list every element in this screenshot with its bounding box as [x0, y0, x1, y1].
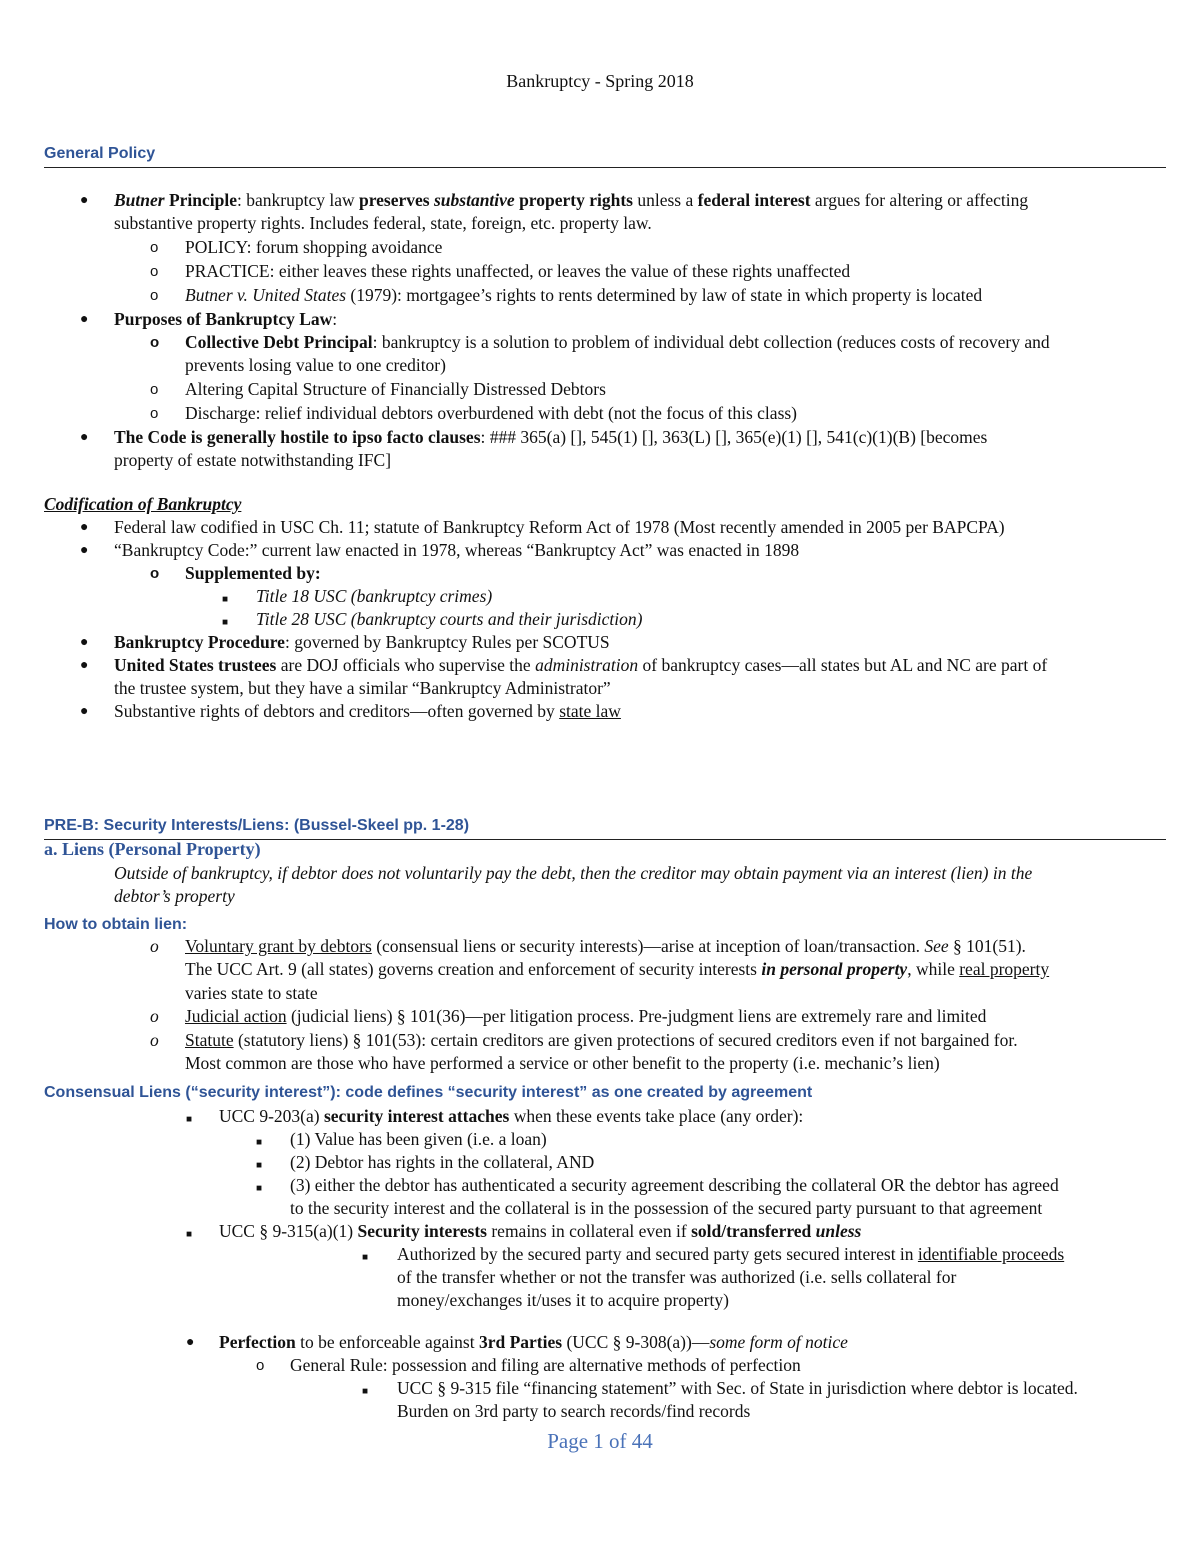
- circle-bullet-icon: o: [150, 238, 159, 256]
- list-item: ■ (3) either the debtor has authenticated a security agreement describing the collateral OR the debtor has agreed: [0, 1174, 1200, 1197]
- list-item: o Butner v. United States (1979): mortgagee’s rights to rents determined by law of state in which property is located: [0, 284, 1200, 308]
- list-item: ● Substantive rights of debtors and creditors—often governed by state law: [0, 700, 1200, 723]
- list-item-continuation: The UCC Art. 9 (all states) governs creation and enforcement of security interests in personal property, while real property: [185, 959, 1050, 980]
- square-bullet-icon: ■: [362, 1386, 369, 1397]
- bullet-icon: ●: [80, 704, 89, 719]
- square-bullet-icon: ■: [256, 1137, 263, 1148]
- list-item: o Supplemented by:: [0, 562, 1200, 585]
- consensual-liens-list: [0, 1105, 1200, 1312]
- list-item: o PRACTICE: either leaves these rights unaffected, or leaves the value of these rights unaffected: [0, 260, 1200, 284]
- list-item-continuation: money/exchanges it/uses it to acquire property): [397, 1290, 729, 1310]
- page-number: Page 1 of 44: [547, 1429, 653, 1453]
- butner-term: Butner: [114, 190, 165, 210]
- page-header: Bankruptcy - Spring 2018: [506, 71, 694, 91]
- list-item-continuation: to the security interest and the collateral is in the possession of the secured party pursuant to that agreement: [290, 1198, 1043, 1218]
- list-item-continuation: property of estate notwithstanding IFC]: [114, 450, 392, 471]
- list-item: ■ UCC 9-203(a) security interest attaches when these events take place (any order):: [0, 1105, 1200, 1128]
- list-item: o Statute (statutory liens) § 101(53): certain creditors are given protections of secured creditors even if not bargained for.: [0, 1029, 1200, 1052]
- how-to-obtain-heading: How to obtain lien:: [44, 916, 188, 933]
- list-item-continuation: varies state to state: [185, 982, 318, 1003]
- lien-methods-list: [0, 935, 1200, 1075]
- bullet-icon: ●: [80, 193, 89, 208]
- list-item: o Voluntary grant by debtors (consensual liens or security interests)—arise at inception of loan/transaction. See § 101(51).: [0, 935, 1200, 958]
- bullet-icon: ●: [186, 1335, 195, 1350]
- list-item: o POLICY: forum shopping avoidance: [0, 236, 1200, 260]
- section-heading-general-policy: General Policy: [44, 142, 1166, 168]
- list-item: o Judicial action (judicial liens) § 101(36)—per litigation process. Pre-judgment liens are extremely rare and limited: [0, 1005, 1200, 1029]
- circle-bullet-icon: o: [150, 405, 159, 423]
- circle-bullet-icon: o: [150, 333, 160, 351]
- square-bullet-icon: ■: [256, 1183, 263, 1194]
- consensual-liens-heading: Consensual Liens (“security interest”): code defines “security interest” as one created by agreement: [44, 1084, 813, 1101]
- circle-bullet-icon: o: [150, 286, 159, 304]
- list-item-continuation: prevents losing value to one creditor): [185, 355, 446, 376]
- bullet-icon: ●: [80, 430, 89, 446]
- general-policy-list: [0, 189, 1200, 473]
- list-item: ■ (2) Debtor has rights in the collateral, AND: [0, 1151, 1200, 1174]
- list-item-continuation: Most common are those who have performed a service or other benefit to the property (i.e. mechanic’s lien): [185, 1053, 940, 1074]
- square-bullet-icon: ■: [362, 1252, 369, 1263]
- list-item-continuation: substantive property rights. Includes federal, state, foreign, etc. property law.: [114, 213, 652, 234]
- list-item: ■ Title 28 USC (bankruptcy courts and their jurisdiction): [0, 608, 1200, 631]
- circle-bullet-icon: o: [150, 381, 159, 399]
- list-item: ■ Authorized by the secured party and secured party gets secured interest in identifiable proceeds: [0, 1243, 1200, 1266]
- bullet-icon: ●: [80, 658, 89, 673]
- circle-bullet-icon: o: [150, 936, 159, 956]
- list-item: ■ UCC § 9-315 file “financing statement” with Sec. of State in jurisdiction where debtor is located.: [0, 1377, 1200, 1400]
- codification-list: [0, 516, 1200, 723]
- perfection-list: [0, 1331, 1200, 1423]
- list-item: o Altering Capital Structure of Financially Distressed Debtors: [0, 378, 1200, 402]
- list-item: o General Rule: possession and filing are alternative methods of perfection: [0, 1354, 1200, 1377]
- circle-bullet-icon: o: [150, 262, 159, 280]
- list-item-continuation: Burden on 3rd party to search records/find records: [397, 1401, 751, 1421]
- list-item: ● Federal law codified in USC Ch. 11; statute of Bankruptcy Reform Act of 1978 (Most recently amended in 2005 per BAPCPA): [0, 516, 1200, 539]
- list-item: ● Purposes of Bankruptcy Law:: [0, 308, 1200, 331]
- bullet-icon: ●: [80, 635, 89, 650]
- list-item: o Collective Debt Principal: bankruptcy is a solution to problem of individual debt collection (reduces costs of recovery and: [0, 331, 1200, 354]
- list-item: ● The Code is generally hostile to ipso facto clauses: ### 365(a) [], 545(1) [], 363(L) [], 365(e)(1) [], 541(c)(1)(B) [becomes: [0, 426, 1200, 449]
- bullet-icon: ●: [80, 311, 89, 327]
- liens-heading: a. Liens (Personal Property): [44, 839, 261, 859]
- list-item-continuation: of the transfer whether or not the transfer was authorized (i.e. sells collateral for: [397, 1267, 957, 1287]
- square-bullet-icon: ■: [256, 1160, 263, 1171]
- list-item-continuation: the trustee system, but they have a similar “Bankruptcy Administrator”: [114, 678, 611, 698]
- list-item: ● “Bankruptcy Code:” current law enacted in 1978, whereas “Bankruptcy Act” was enacted in 1898: [0, 539, 1200, 562]
- liens-description: Outside of bankruptcy, if debtor does not voluntarily pay the debt, then the creditor may obtain payment via an interest (lien) in the debtor’s property: [114, 863, 1033, 907]
- square-bullet-icon: ■: [222, 617, 229, 628]
- list-item: ■ UCC § 9-315(a)(1) Security interests remains in collateral even if sold/transferred unless: [0, 1220, 1200, 1243]
- circle-bullet-icon: o: [150, 565, 160, 582]
- list-item: ● Butner Principle: bankruptcy law preserves substantive property rights unless a federal interest argues for altering or affecting: [0, 189, 1200, 212]
- square-bullet-icon: ■: [186, 1114, 193, 1125]
- square-bullet-icon: ■: [222, 594, 229, 605]
- list-item: ■ Title 18 USC (bankruptcy crimes): [0, 585, 1200, 608]
- case-name: Butner v. United States: [185, 284, 347, 305]
- list-item: ● Bankruptcy Procedure: governed by Bankruptcy Rules per SCOTUS: [0, 631, 1200, 654]
- square-bullet-icon: ■: [186, 1229, 193, 1240]
- list-item: ● United States trustees are DOJ officials who supervise the administration of bankruptcy cases—all states but AL and NC are part of: [0, 654, 1200, 677]
- circle-bullet-icon: o: [150, 1005, 159, 1026]
- circle-bullet-icon: o: [256, 1357, 265, 1374]
- list-item: ● Perfection to be enforceable against 3rd Parties (UCC § 9-308(a))—some form of notice: [0, 1331, 1200, 1354]
- list-item: ■ (1) Value has been given (i.e. a loan): [0, 1128, 1200, 1151]
- bullet-icon: ●: [80, 543, 89, 558]
- bullet-icon: ●: [80, 520, 89, 535]
- section-heading-codification: Codification of Bankruptcy: [44, 494, 242, 514]
- section-heading-pre-b: PRE-B: Security Interests/Liens: (Bussel-Skeel pp. 1-28): [44, 814, 1166, 840]
- circle-bullet-icon: o: [150, 1029, 159, 1050]
- list-item: o Discharge: relief individual debtors overburdened with debt (not the focus of this class): [0, 402, 1200, 426]
